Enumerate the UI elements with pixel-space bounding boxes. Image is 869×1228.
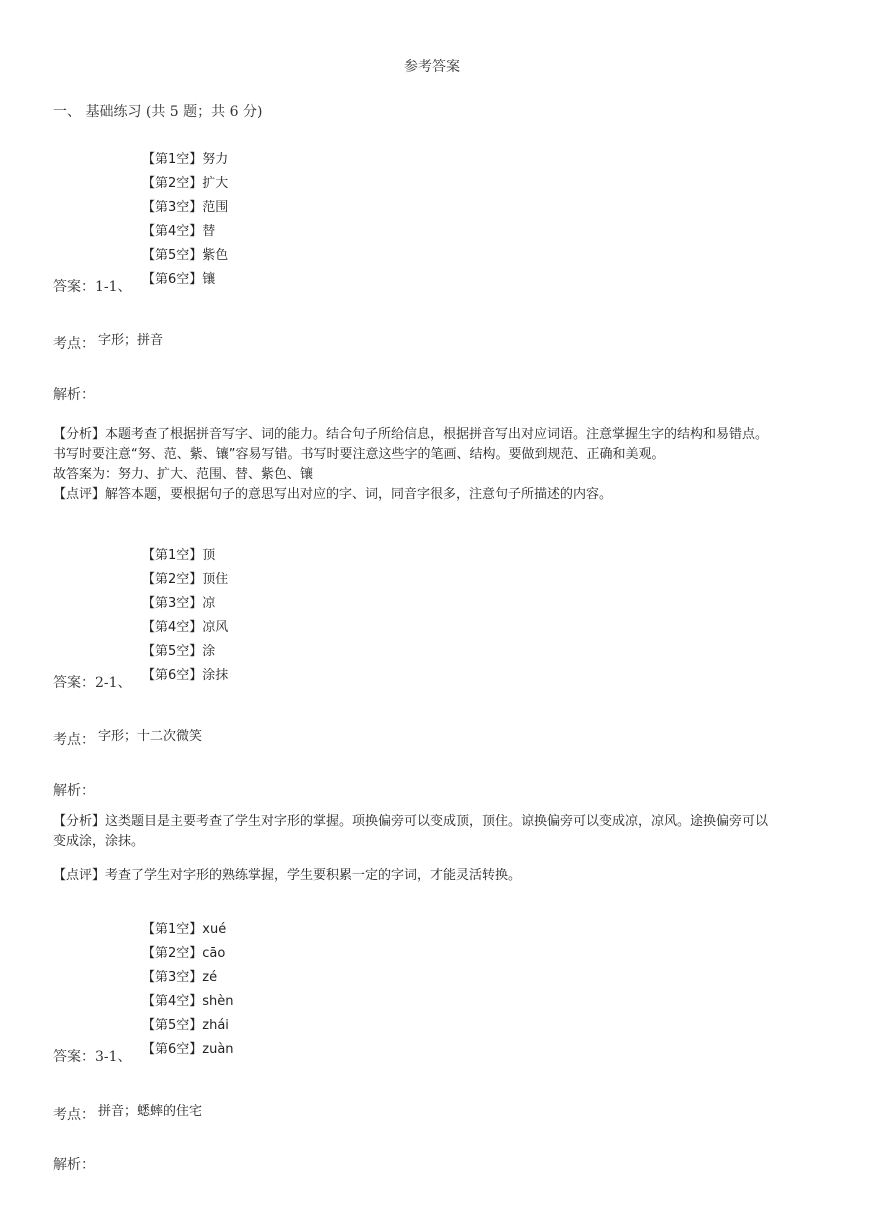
answer-blanks-q3 xyxy=(142,918,234,1062)
jiexi-body-q1 xyxy=(53,425,768,505)
blank-label: 【第1空】 xyxy=(142,152,203,167)
blank-label: 【第6空】 xyxy=(142,1042,203,1057)
blank-label: 【第6空】 xyxy=(142,272,203,287)
answer-label-q1: 答案：1-1、 xyxy=(53,279,132,295)
blank-row xyxy=(142,148,228,172)
blank-value: 范围 xyxy=(202,200,229,215)
blank-label: 【第6空】 xyxy=(142,668,203,683)
section-heading: 一、 基础练习 (共 5 题；共 6 分) xyxy=(53,104,263,120)
page-title: 参考答案 xyxy=(404,59,460,75)
blank-label: 【第3空】 xyxy=(142,970,203,985)
blank-row xyxy=(142,616,228,640)
blank-value: 镶 xyxy=(202,272,216,287)
blank-label: 【第4空】 xyxy=(142,620,203,635)
blank-label: 【第4空】 xyxy=(142,994,203,1009)
blank-label: 【第5空】 xyxy=(142,644,203,659)
kaodian-label-q1: 考点： xyxy=(53,336,95,352)
blank-label: 【第1空】 xyxy=(142,922,203,937)
blank-row xyxy=(142,966,234,990)
blank-label: 【第2空】 xyxy=(142,572,203,587)
blank-value: 凉 xyxy=(202,596,216,611)
answer-blanks-q1 xyxy=(142,148,228,292)
blank-value: 凉风 xyxy=(202,620,229,635)
blank-value: 涂抹 xyxy=(202,668,229,683)
blank-value: shèn xyxy=(202,994,234,1009)
jiexi-label-q2: 解析： xyxy=(53,783,95,799)
blank-row xyxy=(142,1014,234,1038)
blank-row xyxy=(142,918,234,942)
kaodian-value-q1: 字形；拼音 xyxy=(98,333,164,348)
blank-value: zuàn xyxy=(202,1042,234,1057)
blank-value: cāo xyxy=(202,946,226,961)
blank-value: 努力 xyxy=(202,152,229,167)
jiexi-body-q2 xyxy=(53,812,768,886)
jiexi-line: 变成涂，涂抹。 xyxy=(53,834,145,849)
blank-row xyxy=(142,664,228,688)
blank-value: 涂 xyxy=(202,644,216,659)
jiexi-line: 故答案为：努力、扩大、范围、替、紫色、镶 xyxy=(53,467,314,482)
blank-value: 替 xyxy=(202,224,216,239)
blank-row xyxy=(142,640,228,664)
kaodian-value-q3: 拼音；蟋蟀的住宅 xyxy=(98,1104,203,1119)
answer-blanks-q2 xyxy=(142,544,228,688)
blank-value: 扩大 xyxy=(202,176,229,191)
blank-value: 顶 xyxy=(202,548,216,563)
blank-value: zé xyxy=(202,970,218,985)
blank-label: 【第2空】 xyxy=(142,946,203,961)
blank-row xyxy=(142,544,228,568)
jiexi-label-q1: 解析： xyxy=(53,387,95,403)
blank-row xyxy=(142,1038,234,1062)
blank-label: 【第3空】 xyxy=(142,596,203,611)
blank-row xyxy=(142,172,228,196)
blank-row xyxy=(142,220,228,244)
blank-row xyxy=(142,268,228,292)
jiexi-line: 【分析】这类题目是主要考查了学生对字形的掌握。项换偏旁可以变成顶，顶住。谅换偏旁可以变成凉，凉风。途换偏旁可以 xyxy=(53,814,769,829)
blank-label: 【第5空】 xyxy=(142,1018,203,1033)
jiexi-line: 【点评】考查了学生对字形的熟练掌握，学生要积累一定的字词，才能灵活转换。 xyxy=(53,868,522,883)
blank-label: 【第2空】 xyxy=(142,176,203,191)
kaodian-value-q2: 字形；十二次微笑 xyxy=(98,729,203,744)
blank-row xyxy=(142,196,228,220)
blank-row xyxy=(142,244,228,268)
jiexi-line: 【点评】解答本题，要根据句子的意思写出对应的字、词，同音字很多，注意句子所描述的内容。 xyxy=(53,487,613,502)
blank-row xyxy=(142,942,234,966)
answer-label-q2: 答案：2-1、 xyxy=(53,675,132,691)
jiexi-line: 【分析】本题考查了根据拼音写字、词的能力。结合句子所给信息，根据拼音写出对应词语。注意掌握生字的结构和易错点。 xyxy=(53,427,769,442)
jiexi-line: 书写时要注意“努、范、紫、镶”容易写错。书写时要注意这些字的笔画、结构。要做到规范、正确和美观。 xyxy=(53,447,665,462)
blank-label: 【第5空】 xyxy=(142,248,203,263)
blank-label: 【第4空】 xyxy=(142,224,203,239)
blank-row xyxy=(142,568,228,592)
blank-label: 【第1空】 xyxy=(142,548,203,563)
blank-label: 【第3空】 xyxy=(142,200,203,215)
blank-value: 紫色 xyxy=(202,248,229,263)
kaodian-label-q2: 考点： xyxy=(53,732,95,748)
jiexi-label-q3: 解析： xyxy=(53,1157,95,1173)
blank-value: zhái xyxy=(202,1018,229,1033)
blank-row xyxy=(142,990,234,1014)
blank-value: 顶住 xyxy=(202,572,229,587)
blank-row xyxy=(142,592,228,616)
blank-value: xué xyxy=(202,922,227,937)
kaodian-label-q3: 考点： xyxy=(53,1107,95,1123)
answer-label-q3: 答案：3-1、 xyxy=(53,1049,132,1065)
